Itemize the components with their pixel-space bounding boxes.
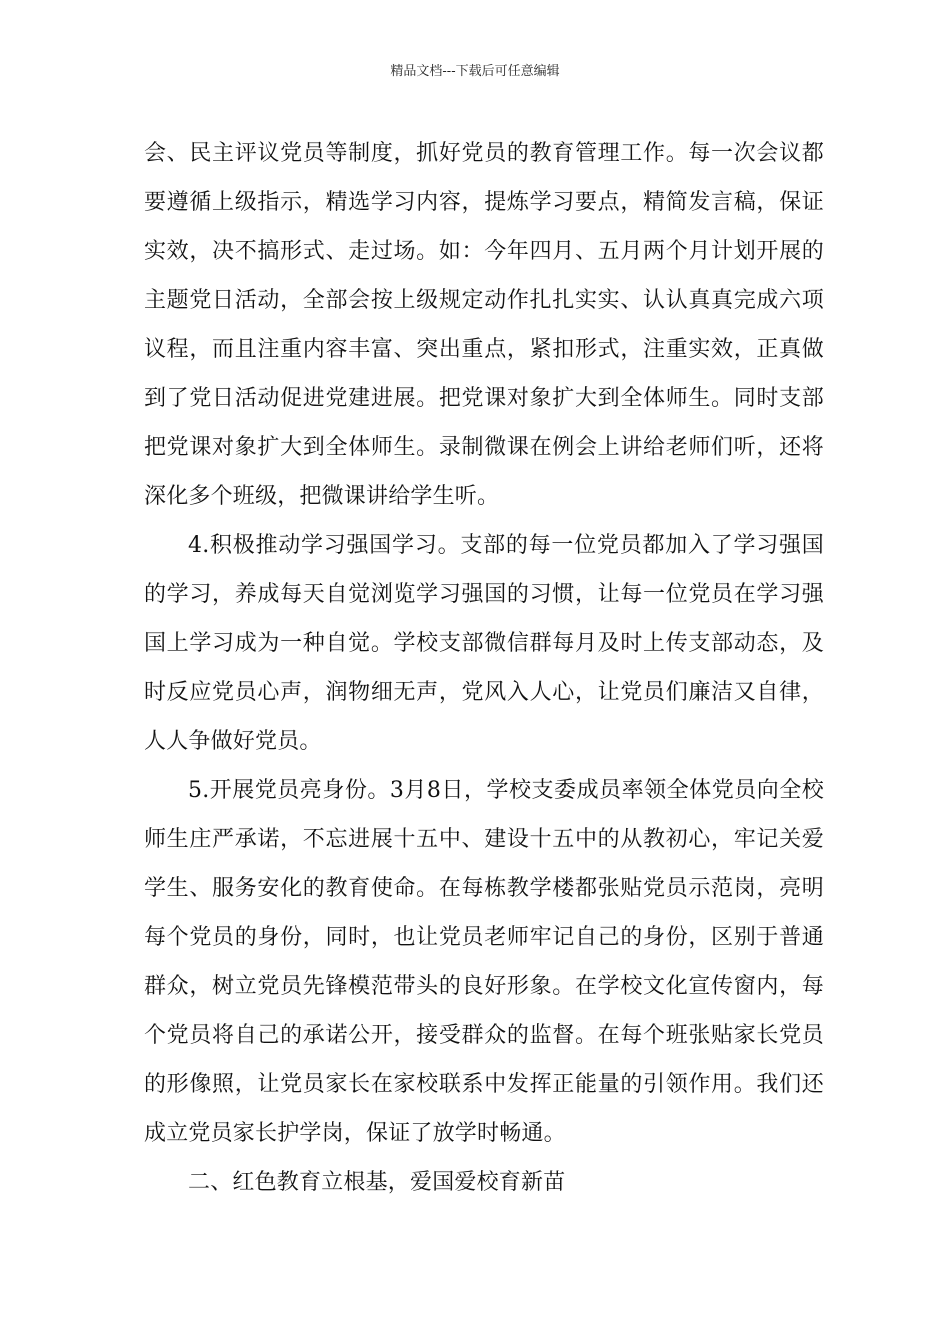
paragraph-item-4 [144, 521, 824, 766]
section-heading [144, 1158, 824, 1207]
paragraph-text: 会、民主评议党员等制度，抓好党员的教育管理工作。每一次会议都要遵循上级指示，精选学习内容，提炼学习要点，精简发言稿，保证实效，决不搞形式、走过场。如：今年四月、五月两个月计划开展的主题党日活动，全部会按上级规定动作扎扎实实、认认真真完成六项议程，而且注重内容丰富、突出重点，紧扣形式，注重实效，正真做到了党日活动促进党建进展。把党课对象扩大到全体师生。同时支部把党课对象扩大到全体师生。录制微课在例会上讲给老师们听，还将深化多个班级，把微课讲给学生听。 [144, 141, 824, 509]
section-heading-text: 二、红色教育立根基，爱国爱校育新苗 [188, 1170, 566, 1195]
document-body [144, 129, 824, 1207]
paragraph-text: 4.积极推动学习强国学习。支部的每一位党员都加入了学习强国的学习，养成每天自觉浏览学习强国的习惯，让每一位党员在学习强国上学习成为一种自觉。学校支部微信群每月及时上传支部动态，及时反应党员心声，润物细无声，党风入人心，让党员们廉洁又自律，人人争做好党员。 [144, 533, 824, 754]
page-header: 精品文档---下载后可任意编辑 [390, 64, 560, 79]
paragraph-item-5 [144, 766, 824, 1158]
paragraph-text: 5.开展党员亮身份。3月8日，学校支委成员率领全体党员向全校师生庄严承诺，不忘进展十五中、建设十五中的从教初心，牢记关爱学生、服务安化的教育使命。在每栋教学楼都张贴党员示范岗，亮明每个党员的身份，同时，也让党员老师牢记自己的身份，区别于普通群众，树立党员先锋模范带头的良好形象。在学校文化宣传窗内，每个党员将自己的承诺公开，接受群众的监督。在每个班张贴家长党员的形像照，让党员家长在家校联系中发挥正能量的引领作用。我们还成立党员家长护学岗，保证了放学时畅通。 [144, 778, 824, 1146]
paragraph-continuation [144, 129, 824, 521]
